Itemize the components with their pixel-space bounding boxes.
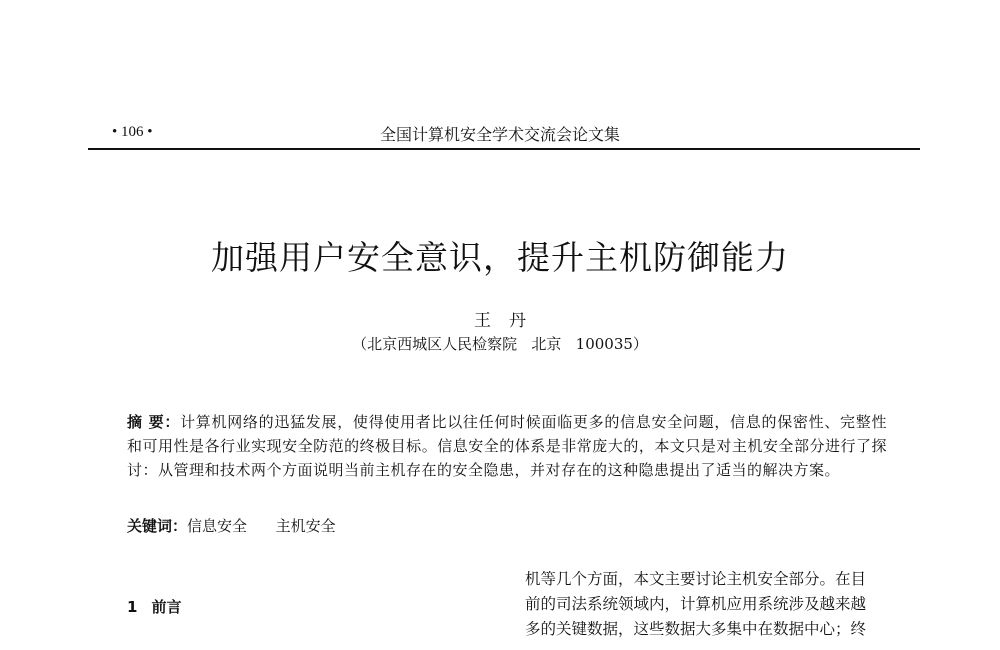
abstract-label: 摘 要：	[127, 413, 181, 431]
header-rule	[88, 148, 920, 150]
abstract-text: 计算机网络的迅猛发展，使得使用者比以往任何时候面临更多的信息安全问题，信息的保密性、完整性和可用性是各行业实现安全防范的终极目标。信息安全的体系是非常庞大的，本文只是对主机安全部分进行了探讨：从管理和技术两个方面说明当前主机存在的安全隐患，并对存在的这种隐患提出了适当的解决方案。	[127, 413, 887, 479]
section-heading	[127, 596, 181, 617]
page-number: • 106 •	[112, 124, 153, 140]
right-column-text	[525, 567, 920, 642]
author: 王丹	[474, 311, 544, 331]
section-number: 1	[127, 598, 138, 616]
keywords-items: 信息安全 主机安全	[187, 517, 336, 535]
body-line: 机等几个方面，本文主要讨论主机安全部分。在目	[525, 570, 867, 588]
cropped-text-right	[525, 642, 920, 650]
affiliation: （北京西城区人民检察院 北京 100035）	[352, 335, 648, 353]
keywords	[127, 515, 336, 536]
body-line: 前的司法系统领域内，计算机应用系统涉及越来越	[525, 595, 867, 613]
abstract	[127, 410, 887, 482]
keywords-label: 关键词：	[127, 517, 188, 535]
body-line: 多的关键数据，这些数据大多集中在数据中心；终	[525, 620, 867, 638]
section-title: 前言	[151, 598, 182, 616]
cropped-text-left	[127, 642, 507, 650]
running-header: 全国计算机安全学术交流会论文集	[379, 125, 620, 144]
paper-title: 加强用户安全意识，提升主机防御能力	[211, 238, 789, 277]
